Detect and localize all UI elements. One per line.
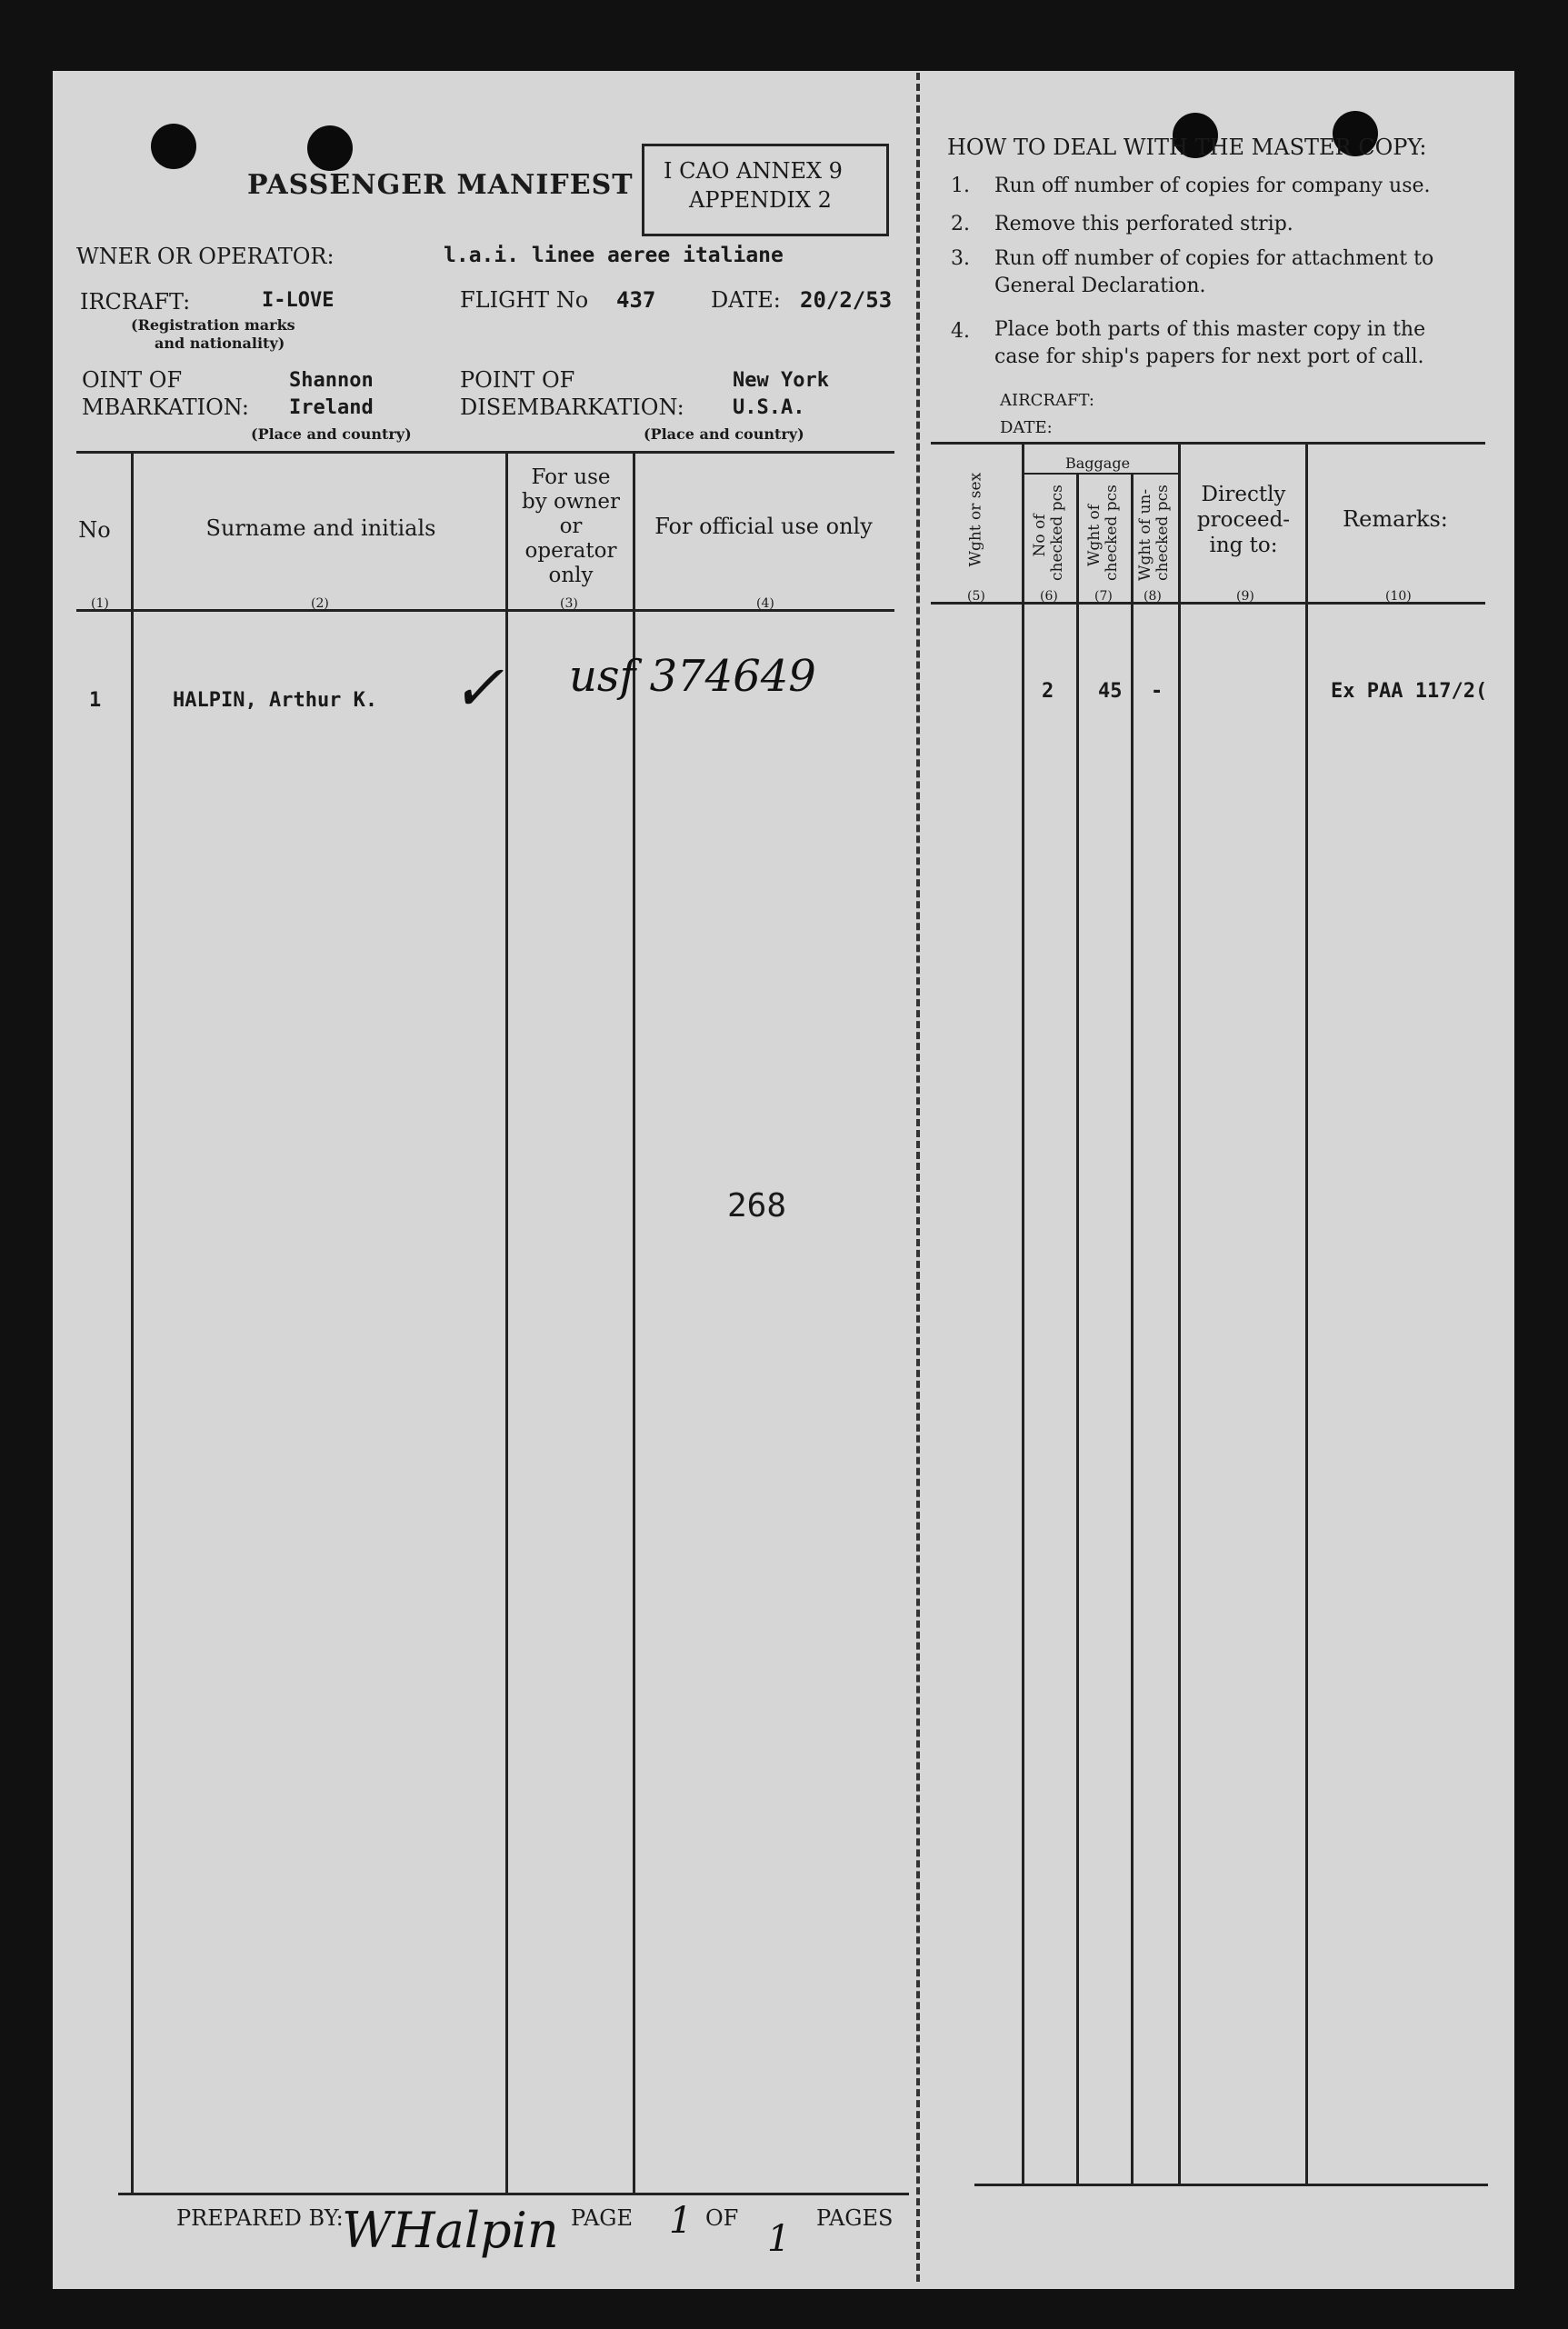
instruction-text: General Declaration. xyxy=(994,275,1206,297)
disembark-label1: POINT OF xyxy=(460,367,575,393)
proceeding-line: Directly xyxy=(1201,483,1286,506)
instruction-number: 1. xyxy=(951,175,970,197)
instruction-text: case for ship's papers for next port of call. xyxy=(994,345,1424,368)
col-number: (4) xyxy=(756,596,774,611)
owner-use-line: For use xyxy=(531,465,611,489)
punch-hole xyxy=(151,124,196,169)
instruction-number: 2. xyxy=(951,213,970,235)
owner-use-line: operator xyxy=(524,539,617,563)
instructions-title: HOW TO DEAL WITH THE MASTER COPY: xyxy=(947,135,1427,160)
unchecked-wt-line: Wght of un- xyxy=(1136,488,1154,581)
proceeding-line: proceed- xyxy=(1196,508,1291,532)
aircraft-note1: (Registration marks xyxy=(131,316,295,334)
table-top-rule-left xyxy=(76,451,894,454)
col-header-remarks: Remarks: xyxy=(1343,506,1448,532)
row-checked-pcs: 2 xyxy=(1042,680,1054,703)
date-label: DATE: xyxy=(711,287,781,313)
col-header-unchecked-wt xyxy=(1136,485,1172,581)
disembark-label2: DISEMBARKATION: xyxy=(460,395,684,420)
aircraft-note2: and nationality) xyxy=(155,335,285,352)
punch-hole xyxy=(307,125,353,171)
row-remarks: Ex PAA 117/2( xyxy=(1331,680,1488,703)
embark-city: Shannon xyxy=(289,369,374,392)
col-header-weight-sex: Wght or sex xyxy=(966,472,985,567)
col-divider xyxy=(1131,473,1134,2184)
disembark-note: (Place and country) xyxy=(644,425,804,443)
annex-line1: I CAO ANNEX 9 xyxy=(664,158,843,184)
disembark-city: New York xyxy=(733,369,829,392)
col-number: (10) xyxy=(1385,589,1412,604)
col-number: (5) xyxy=(967,589,985,604)
col-number: (2) xyxy=(311,596,329,611)
table-bottom-rule-right xyxy=(974,2184,1488,2186)
col-header-owner-use xyxy=(509,465,633,588)
stamp-number: 268 xyxy=(727,1187,787,1224)
instruction-text: Run off number of copies for attachment to xyxy=(994,247,1434,270)
row-official: usf 374649 xyxy=(569,651,816,702)
date-value: 20/2/53 xyxy=(800,287,893,313)
col-divider xyxy=(131,451,134,2193)
annex-line2: APPENDIX 2 xyxy=(689,187,832,213)
owner-use-line: only xyxy=(548,564,594,587)
pages-label: PAGES xyxy=(816,2205,894,2231)
table-bottom-rule-left xyxy=(118,2193,909,2195)
flight-label: FLIGHT No xyxy=(460,287,589,313)
checked-wt-line: Wght of xyxy=(1085,504,1104,567)
checked-wt-line: checked pcs xyxy=(1103,485,1121,581)
col-header-no: No xyxy=(78,517,111,543)
prepared-by-signature: WHalpin xyxy=(342,2202,559,2259)
flight-value: 437 xyxy=(616,287,656,313)
col-number: (8) xyxy=(1144,589,1162,604)
instruction-number: 4. xyxy=(951,320,970,343)
instruction-text: Place both parts of this master copy in the xyxy=(994,318,1426,341)
row-no: 1 xyxy=(89,689,102,712)
of-label: OF xyxy=(705,2205,739,2231)
checked-pcs-line: checked pcs xyxy=(1048,485,1066,581)
col-divider xyxy=(1022,442,1024,2184)
disembark-country: U.S.A. xyxy=(733,396,805,419)
unchecked-wt-line: checked pcs xyxy=(1154,485,1172,581)
right-date-label: DATE: xyxy=(1000,418,1053,437)
owner-value: l.a.i. linee aeree italiane xyxy=(444,244,784,267)
row-name: HALPIN, Arthur K. xyxy=(173,689,378,712)
owner-use-line: by owner xyxy=(522,490,620,514)
page-value: 1 xyxy=(669,2200,693,2242)
embark-country: Ireland xyxy=(289,396,374,419)
embark-label1: OINT OF xyxy=(82,367,183,393)
col-divider xyxy=(1305,442,1308,2184)
aircraft-value: I-LOVE xyxy=(262,289,335,312)
col-divider xyxy=(505,451,508,2193)
owner-use-line: or xyxy=(559,515,583,538)
instruction-text: Run off number of copies for company use. xyxy=(994,175,1431,197)
instruction-text: Remove this perforated strip. xyxy=(994,213,1293,235)
col-number: (6) xyxy=(1040,589,1058,604)
col-header-official: For official use only xyxy=(654,514,873,539)
checked-pcs-line: No of xyxy=(1031,514,1049,557)
of-value: 1 xyxy=(767,2218,791,2260)
col-header-proceeding xyxy=(1182,482,1305,558)
prepared-by-label: PREPARED BY: xyxy=(176,2205,344,2231)
col-number: (1) xyxy=(91,596,109,611)
row-unchecked-wt: - xyxy=(1151,680,1164,703)
aircraft-label: IRCRAFT: xyxy=(80,289,191,315)
col-header-checked-wt xyxy=(1085,485,1121,581)
right-aircraft-label: AIRCRAFT: xyxy=(1000,391,1094,410)
col-header-surname: Surname and initials xyxy=(205,515,436,541)
table-top-rule-right xyxy=(931,442,1485,445)
col-number: (9) xyxy=(1236,589,1254,604)
col-header-baggage: Baggage xyxy=(1065,455,1131,472)
embark-note: (Place and country) xyxy=(251,425,412,443)
form-title: PASSENGER MANIFEST xyxy=(247,169,634,201)
proceeding-line: ing to: xyxy=(1209,534,1278,557)
baggage-rule xyxy=(1022,473,1178,475)
instruction-number: 3. xyxy=(951,247,970,270)
page-label: PAGE xyxy=(571,2205,633,2231)
col-divider xyxy=(633,451,635,2193)
col-number: (3) xyxy=(560,596,578,611)
owner-label: WNER OR OPERATOR: xyxy=(76,244,335,269)
row-checked-wt: 45 xyxy=(1098,680,1123,703)
col-number: (7) xyxy=(1094,589,1113,604)
embark-label2: MBARKATION: xyxy=(82,395,249,420)
perforated-strip-line xyxy=(916,73,920,2282)
col-divider xyxy=(1076,473,1079,2184)
col-divider xyxy=(1178,442,1181,2184)
col-header-checked-pcs xyxy=(1031,485,1066,581)
row-owner-mark: ✓ xyxy=(451,651,504,725)
